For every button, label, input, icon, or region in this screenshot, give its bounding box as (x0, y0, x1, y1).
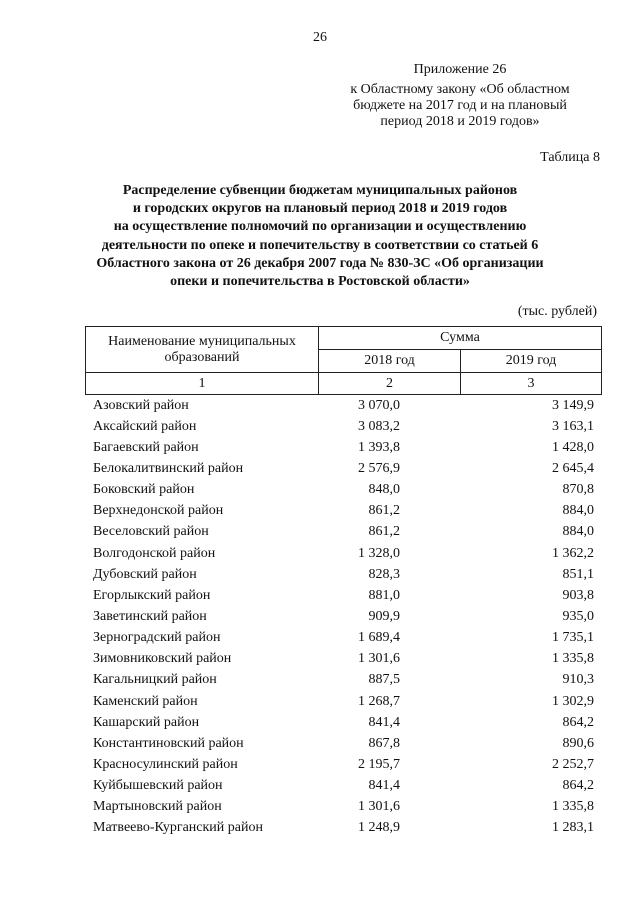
table-row (85, 416, 601, 437)
value-2019: 935,0 (562, 608, 594, 624)
table-label: Таблица 8 (540, 150, 600, 165)
table-row (85, 691, 601, 712)
value-2018: 861,2 (368, 503, 400, 519)
table-row (85, 818, 601, 839)
data-table (85, 395, 601, 839)
municipality-name: Зерноградский район (93, 630, 221, 646)
page-number: 26 (313, 30, 327, 45)
value-2019: 903,8 (562, 587, 594, 603)
value-2019: 884,0 (562, 503, 594, 519)
municipality-name: Боковский район (93, 482, 195, 498)
title-line: и городских округов на плановый период 2018 и 2019 годов (132, 201, 508, 217)
appendix-title: Приложение 26 (413, 62, 507, 77)
value-2018: 1 248,9 (358, 820, 400, 836)
value-2019: 1 735,1 (552, 630, 594, 646)
header-sum: Сумма (319, 327, 602, 350)
value-2018: 2 576,9 (358, 460, 400, 476)
value-2018: 3 083,2 (358, 418, 400, 434)
table-row (85, 585, 601, 606)
table-row (85, 458, 601, 479)
title-line: деятельности по опеке и попечительству в соответствии со статьей 6 (101, 237, 539, 253)
value-2019: 3 149,9 (552, 397, 594, 413)
value-2018: 861,2 (368, 524, 400, 540)
value-2019: 2 252,7 (552, 756, 594, 772)
municipality-name: Мартыновский район (93, 799, 222, 815)
appendix-law-line: период 2018 и 2019 годов» (380, 114, 540, 129)
title-line: опеки и попечительства в Ростовской области» (170, 274, 470, 290)
value-2019: 3 163,1 (552, 418, 594, 434)
header-colnum-2: 2 (319, 373, 461, 395)
value-2018: 3 070,0 (358, 397, 400, 413)
value-2019: 1 335,8 (552, 651, 594, 667)
table-row (85, 606, 601, 627)
value-2019: 864,2 (562, 778, 594, 794)
value-2019: 1 283,1 (552, 820, 594, 836)
value-2018: 909,9 (368, 608, 400, 624)
municipality-name: Аксайский район (93, 418, 197, 434)
municipality-name: Зимовниковский район (93, 651, 232, 667)
header-colnum-3: 3 (461, 373, 602, 395)
value-2018: 1 328,0 (358, 545, 400, 561)
municipality-name: Куйбышевский район (93, 778, 223, 794)
value-2018: 841,4 (368, 714, 400, 730)
value-2019: 1 428,0 (552, 439, 594, 455)
value-2018: 2 195,7 (358, 756, 400, 772)
municipality-name: Веселовский район (93, 524, 209, 540)
municipality-name: Матвеево-Курганский район (93, 820, 263, 836)
municipality-name: Заветинский район (93, 608, 207, 624)
table-row (85, 501, 601, 522)
title-line: Распределение субвенции бюджетам муниципальных районов (122, 183, 518, 198)
header-year-2018: 2018 год (319, 350, 461, 373)
table-row (85, 522, 601, 543)
municipality-name: Дубовский район (93, 566, 197, 582)
table-row (85, 437, 601, 458)
value-2019: 2 645,4 (552, 460, 594, 476)
municipality-name: Белокалитвинский район (93, 460, 244, 476)
table-row (85, 797, 601, 818)
value-2018: 828,3 (368, 566, 400, 582)
table-row (85, 670, 601, 691)
table-row (85, 733, 601, 754)
value-2019: 1 302,9 (552, 693, 594, 709)
municipality-name: Кагальницкий район (93, 672, 217, 688)
appendix-law-line: к Областному закону «Об областном (350, 82, 570, 97)
municipality-name: Константиновский район (93, 735, 244, 751)
table-row (85, 712, 601, 733)
value-2019: 851,1 (562, 566, 594, 582)
document-title (60, 182, 580, 291)
municipality-name: Волгодонской район (93, 545, 216, 561)
value-2018: 887,5 (368, 672, 400, 688)
table-row (85, 480, 601, 501)
municipality-name: Кашарский район (93, 714, 200, 730)
value-2019: 1 335,8 (552, 799, 594, 815)
header-year-2019: 2019 год (461, 350, 602, 373)
value-2018: 881,0 (368, 587, 400, 603)
table-row (85, 776, 601, 797)
value-2018: 1 268,7 (358, 693, 400, 709)
title-line: на осуществление полномочий по организации и осуществлению (113, 219, 527, 235)
table-row (85, 628, 601, 649)
municipality-name: Красносулинский район (93, 756, 238, 772)
appendix-law-reference (330, 82, 590, 130)
municipality-name: Егорлыкский район (93, 587, 211, 603)
table-row (85, 754, 601, 775)
value-2018: 1 301,6 (358, 799, 400, 815)
municipality-name: Азовский район (93, 397, 189, 413)
table-header (85, 326, 602, 395)
value-2019: 910,3 (562, 672, 594, 688)
value-2019: 864,2 (562, 714, 594, 730)
title-line: Областного закона от 26 декабря 2007 года № 830-ЗС «Об организации (96, 255, 544, 271)
value-2019: 884,0 (562, 524, 594, 540)
value-2019: 890,6 (562, 735, 594, 751)
units-label: (тыс. рублей) (517, 304, 597, 319)
value-2018: 1 689,4 (358, 630, 400, 646)
appendix-law-line: бюджете на 2017 год и на плановый (353, 98, 567, 113)
municipality-name: Верхнедонской район (93, 503, 224, 519)
value-2018: 848,0 (368, 482, 400, 498)
value-2018: 1 301,6 (358, 651, 400, 667)
header-municipality: Наименование муниципальных образований (86, 327, 319, 373)
value-2019: 870,8 (562, 482, 594, 498)
value-2018: 1 393,8 (358, 439, 400, 455)
value-2019: 1 362,2 (552, 545, 594, 561)
municipality-name: Багаевский район (93, 439, 199, 455)
header-colnum-1: 1 (86, 373, 319, 395)
table-row (85, 543, 601, 564)
municipality-name: Каменский район (93, 693, 198, 709)
value-2018: 867,8 (368, 735, 400, 751)
table-row (85, 564, 601, 585)
table-row (85, 649, 601, 670)
table-row (85, 395, 601, 416)
value-2018: 841,4 (368, 778, 400, 794)
